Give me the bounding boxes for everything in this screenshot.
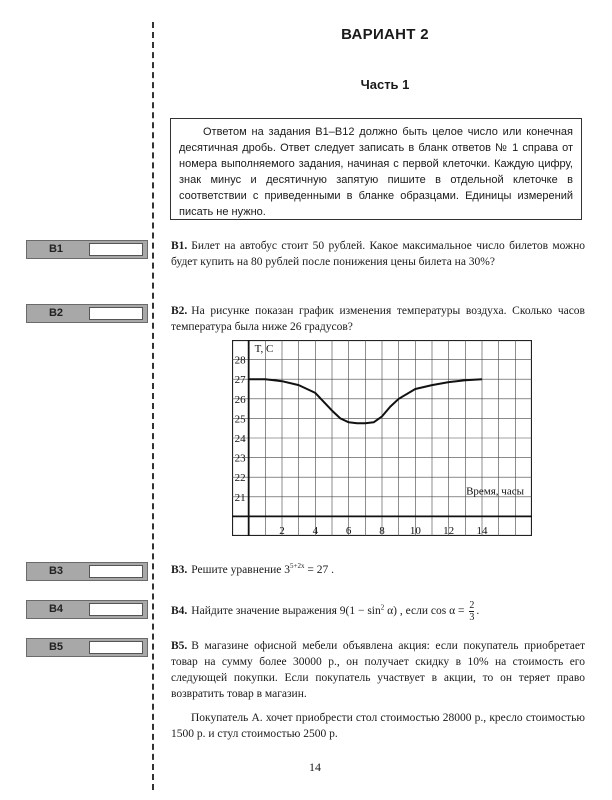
x-tick-label: 14 [476,525,488,536]
task-b3 [171,562,585,578]
task-b5 [171,638,585,742]
answer-box-label: B4 [48,603,64,615]
y-tick-label: 25 [234,413,246,426]
task-number: B2. [171,305,188,317]
x-tick-label: 10 [409,525,421,536]
task-text-end: = 27 . [304,564,334,576]
y-axis-label: T, C [254,343,274,355]
task-text-paragraph: Покупатель А. хочет приобрести стол стоимостью 28000 р., кресло стоимостью 1500 р. и стул стоимостью 2500 р. [171,712,585,740]
task-text: В магазине офисной мебели объявлена акция: если покупатель приобретает товар на сумму более 30000 р., он получает скидку в 10% на стоимость его следующей покупки. Если покупатель участвует в акции, то он теряет право возвратить товар в магазин. [171,640,585,700]
page-number: 14 [309,760,321,774]
answer-box-label: B1 [48,243,64,255]
y-tick-label: 23 [234,452,246,465]
answer-box-label: B2 [48,307,64,319]
y-tick-label: 27 [234,374,246,387]
answer-box-b5 [26,638,148,657]
answer-box-b3 [26,562,148,581]
x-axis-label: Время, часы [466,485,524,498]
x-tick-label: 4 [312,525,319,536]
answer-cell[interactable] [89,603,143,616]
x-tick-label: 6 [345,525,352,536]
task-number: B4. [171,605,188,618]
y-tick-label: 26 [234,393,246,406]
task-text-end: . [476,605,480,618]
part-heading: Часть 1 [360,77,410,92]
task-number: B1. [171,240,188,252]
task-b4 [171,600,585,623]
y-tick-label: 21 [234,491,246,504]
answer-cell[interactable] [89,307,143,320]
task-text-middle: α) , если cos α = [384,605,468,618]
fraction-denominator: 3 [469,612,475,623]
fraction [469,600,474,623]
cut-line [152,22,154,790]
y-tick-label: 22 [234,472,246,485]
task-number: B5. [171,640,188,652]
page-title: ВАРИАНТ 2 [341,26,429,43]
task-number: B3. [171,564,188,576]
answer-box-label: B5 [48,641,64,653]
answer-box-label: B3 [48,565,64,577]
y-tick-label: 28 [234,354,246,367]
task-b2 [171,303,585,335]
answer-box-b4 [26,600,148,619]
answer-cell[interactable] [89,243,143,256]
answer-cell[interactable] [89,565,143,578]
task-text: На рисунке показан график изменения температуры воздуха. Сколько часов температура была ниже 26 градусов? [171,305,585,333]
task-text: Билет на автобус стоит 50 рублей. Какое максимальное число билетов можно будет купить на 80 рублей после понижения цены билета на 30%? [171,240,585,268]
answer-cell[interactable] [89,641,143,654]
power: 2 [380,603,385,612]
task-text: Найдите значение выражения 9(1 − sin [191,605,381,618]
x-tick-label: 2 [279,525,285,536]
fraction-numerator: 2 [469,600,475,611]
exponent: 5+2x [290,562,305,571]
y-tick-label: 24 [234,433,246,445]
answer-box-b1 [26,240,148,259]
x-tick-label: 12 [443,525,455,536]
task-b1 [171,238,585,270]
task-text: Решите уравнение 3 [191,564,290,576]
instructions-box: Ответом на задания В1–В12 должно быть целое число или конечная десятичная дробь. Ответ следует записать в бланк ответов № 1 справа от номера выполняемого задания, начиная с первой клеточки. Каждую цифру, знак минус и десятичную запятую пишите в отдельной клеточке в соответствии с приведенными в бланке образцами. Единицы измерений писать не нужно. [170,118,582,220]
x-tick-label: 8 [379,525,385,536]
answer-box-b2 [26,304,148,323]
temperature-chart [232,340,532,536]
